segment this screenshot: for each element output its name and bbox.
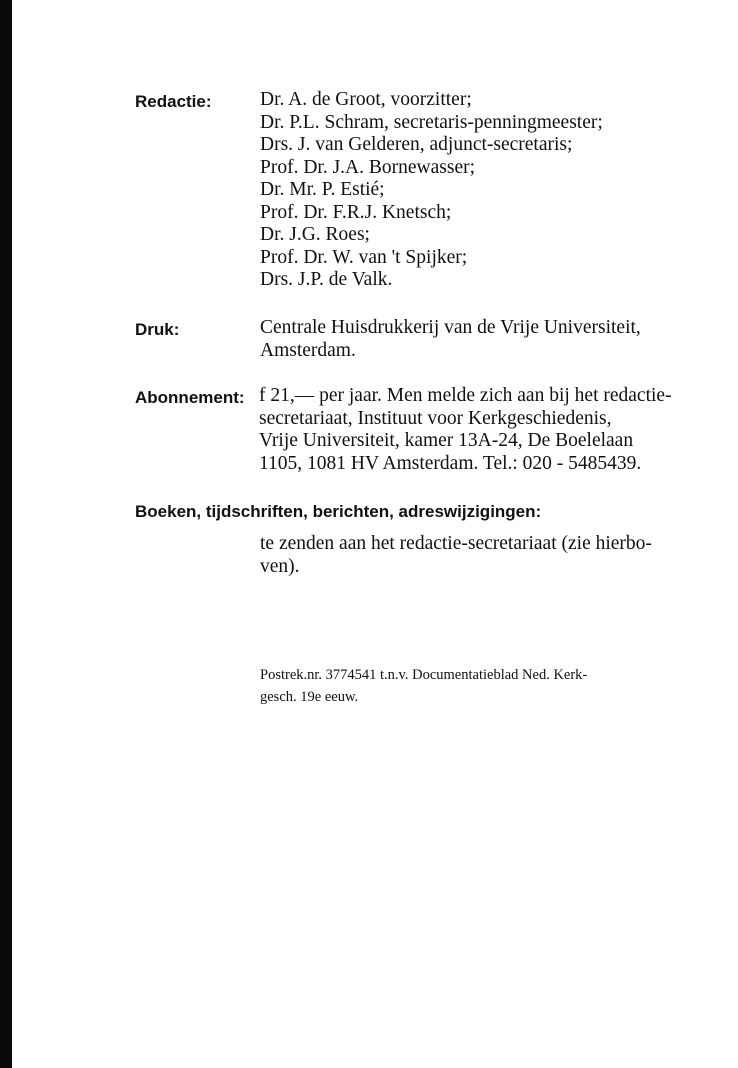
redactie-line: Drs. J. van Gelderen, adjunct-secretaris; bbox=[260, 134, 573, 155]
abonnement-line: 1105, 1081 HV Amsterdam. Tel.: 020 - 5485439. bbox=[259, 452, 642, 474]
postrek-line: gesch. 19e eeuw. bbox=[260, 689, 359, 705]
druk-label: Druk: bbox=[135, 320, 180, 339]
redactie-line: Dr. Mr. P. Estié; bbox=[260, 179, 385, 200]
redactie-line: Dr. A. de Groot, voorzitter; bbox=[260, 89, 472, 110]
druk-line: Centrale Huisdrukkerij van de Vrije Universiteit, bbox=[260, 317, 641, 338]
abonnement-line: secretariaat, Instituut voor Kerkgeschiedenis, bbox=[259, 407, 612, 429]
redactie-line: Dr. P.L. Schram, secretaris-penningmeester; bbox=[260, 111, 603, 133]
abonnement-label: Abonnement: bbox=[135, 388, 245, 407]
druk-text bbox=[260, 317, 641, 362]
redactie-line: Drs. J.P. de Valk. bbox=[260, 269, 393, 290]
boeken-line: ven). bbox=[260, 555, 300, 577]
boeken-label: Boeken, tijdschriften, berichten, adreswijzigingen: bbox=[135, 502, 542, 521]
boeken-text bbox=[260, 533, 652, 578]
postrek-line: Postrek.nr. 3774541 t.n.v. Documentatieblad Ned. Kerk- bbox=[260, 667, 588, 683]
postrek-note bbox=[260, 664, 587, 708]
redactie-line: Prof. Dr. F.R.J. Knetsch; bbox=[260, 201, 452, 223]
redactie-line: Prof. Dr. J.A. Bornewasser; bbox=[260, 156, 476, 178]
redactie-line: Dr. J.G. Roes; bbox=[260, 224, 370, 245]
boeken-line: te zenden aan het redactie-secretariaat (zie hierbo- bbox=[260, 533, 652, 554]
scan-edge-bar bbox=[0, 0, 12, 1068]
redactie-label: Redactie: bbox=[135, 92, 212, 111]
abonnement-line: Vrije Universiteit, kamer 13A-24, De Boelelaan bbox=[259, 430, 634, 451]
redactie-line: Prof. Dr. W. van 't Spijker; bbox=[260, 246, 468, 268]
redactie-list bbox=[260, 89, 603, 292]
abonnement-text bbox=[259, 385, 672, 475]
abonnement-line: f 21,— per jaar. Men melde zich aan bij het redactie- bbox=[259, 385, 672, 406]
druk-line: Amsterdam. bbox=[260, 339, 356, 361]
